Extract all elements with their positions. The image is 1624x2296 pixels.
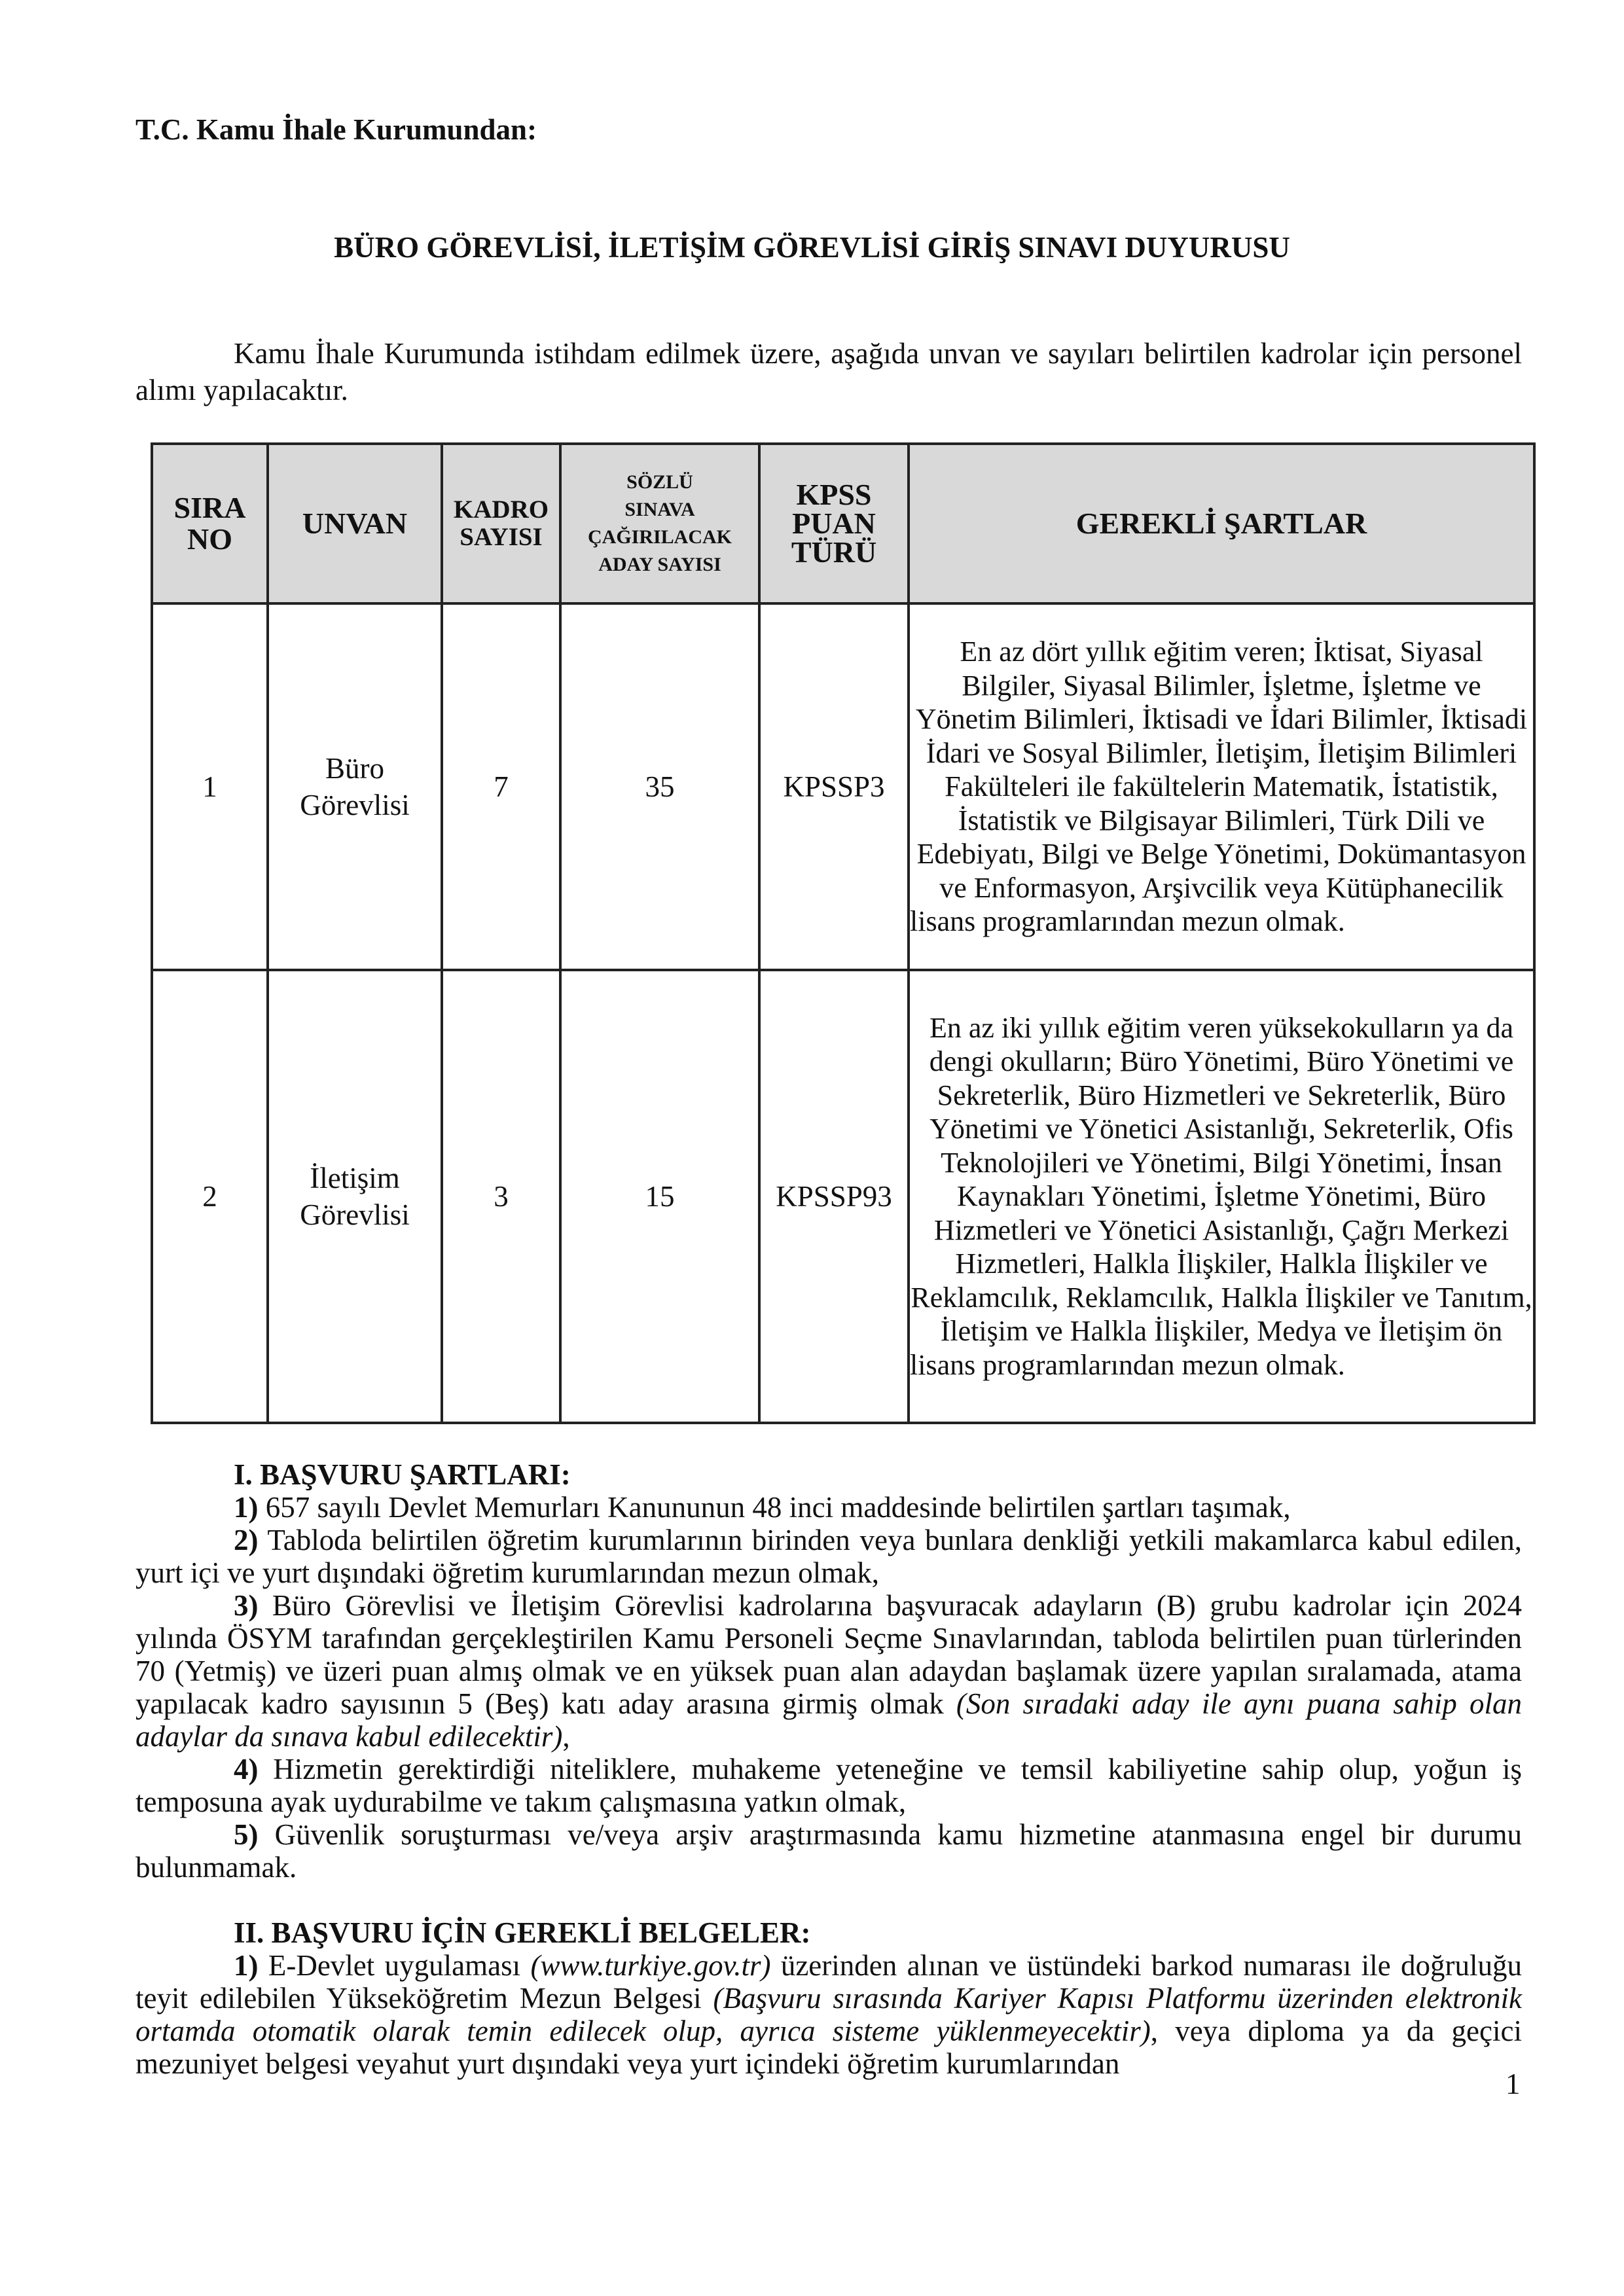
item-italic-url: (www.turkiye.gov.tr) <box>530 1949 771 1982</box>
body-text <box>135 1458 1522 2080</box>
col-header-sozlu-line4: ADAY SAYISI <box>598 554 721 575</box>
col-header-kadro-line1: KADRO <box>453 495 549 524</box>
announcement-title: BÜRO GÖREVLİSİ, İLETİŞİM GÖREVLİSİ GİRİŞ SINAVI DUYURUSU <box>334 231 1290 264</box>
item-italic-note: (Son sıradaki aday ile aynı puana sahip olan adaylar da sınava kabul edilecektir) <box>135 1687 1522 1753</box>
col-header-sartlar-text: GEREKLİ ŞARTLAR <box>1075 507 1367 540</box>
item-text: 657 sayılı Devlet Memurları Kanununun 48 inci maddesinde belirtilen şartları taşımak, <box>258 1491 1291 1524</box>
intro-paragraph: Kamu İhale Kurumunda istihdam edilmek üzere, aşağıda unvan ve sayıları belirtilen kadrolar için personel alımı yapılacaktır. <box>135 337 1522 406</box>
list-item <box>135 1753 1522 1818</box>
table-header-row <box>152 444 1534 603</box>
cell-gerekli-sartlar: En az dört yıllık eğitim veren; İktisat, Siyasal Bilgiler, Siyasal Bilimler, İşletme, İşletme ve Yönetim Bilimleri, İktisadi ve İdari Bilimler, İktisadi İdari ve Sosyal Bilimler, İletişim, İletişim Bilimleri Fakülteleri ile fakültelerin Matematik, İstatistik, İstatistik ve Bilgisayar Bilimleri, Türk Dili ve Edebiyatı, Bilgi ve Belge Yönetimi, Dokümantasyon ve Enformasyon, Arşivcilik veya Kütüphanecilik lisans programlarından mezun olmak. <box>909 603 1534 970</box>
cell-kpss-puan-turu: KPSSP3 <box>759 603 909 970</box>
item-text: Güvenlik soruşturması ve/veya arşiv araştırmasında kamu hizmetine atanmasına engel bir durumu bulunmamak. <box>135 1818 1522 1884</box>
section-heading-basvuru-sartlari: I. BAŞVURU ŞARTLARI: <box>234 1458 571 1491</box>
col-header-unvan-text: UNVAN <box>302 507 408 540</box>
col-header-kadro-line2: SAYISI <box>460 523 543 551</box>
cell-aday-sayisi: 35 <box>560 603 759 970</box>
list-item <box>135 1524 1522 1589</box>
col-header-sozlu-line2: SINAVA <box>624 499 695 520</box>
item-number: 5) <box>234 1818 259 1851</box>
cell-sira-no: 1 <box>152 603 268 970</box>
item-text: Tabloda belirtilen öğretim kurumlarının birinden veya bunlara denkliği yetkili makamlarca kabul edilen, yurt içi ve yurt dışındaki öğretim kurumlarından mezun olmak, <box>135 1524 1522 1589</box>
section-spacer <box>135 1884 1522 1916</box>
cell-unvan-line2: Görevlisi <box>300 789 410 821</box>
item-number: 2) <box>234 1524 259 1556</box>
cell-kadro-sayisi: 7 <box>442 603 560 970</box>
item-number: 1) <box>234 1491 259 1524</box>
list-item <box>135 1818 1522 1884</box>
positions-table <box>151 442 1536 1424</box>
item-text: E-Devlet uygulaması <box>258 1949 531 1982</box>
col-header-kpss-line3: TÜRÜ <box>791 535 877 569</box>
table-row <box>152 603 1534 970</box>
cell-unvan <box>268 970 442 1423</box>
item-text: Büro Görevlisi ve İletişim Görevlisi kadrolarına başvuracak adayların (B) grubu kadrolar için 2024 yılında ÖSYM tarafından gerçekleştirilen Kamu Personeli Seçme Sınavlarından, tabloda belirtilen puan türlerinden 70 (Yetmiş) ve üzeri puan almış olmak ve en yüksek puan alan adaydan başlamak üzere yapılan sıralamada, atama yapılacak kadro sayısının 5 (Beş) katı aday arasına girmiş olmak <box>135 1589 1522 1720</box>
col-header-sozlu-line1: SÖZLÜ <box>626 471 693 493</box>
item-italic-note: (Başvuru sırasında Kariyer Kapısı Platformu üzerinden elektronik ortamda otomatik olarak temin edilecek olup, ayrıca sisteme yüklenmeyecektir) <box>135 1982 1522 2047</box>
col-header-unvan <box>268 444 442 603</box>
page-number: 1 <box>1506 2068 1521 2100</box>
item-number: 1) <box>234 1949 259 1982</box>
item-text: Hizmetin gerektirdiği niteliklere, muhakeme yeteneğine ve temsil kabiliyetine sahip olup, yoğun iş temposuna ayak uydurabilme ve takım çalışmasına yatkın olmak, <box>135 1753 1522 1818</box>
col-header-kpss-line1: KPSS <box>796 478 872 511</box>
col-header-gerekli-sartlar <box>909 444 1534 603</box>
list-item <box>135 1949 1522 2080</box>
table-row <box>152 970 1534 1423</box>
cell-aday-sayisi: 15 <box>560 970 759 1423</box>
col-header-sozlu-sinav <box>560 444 759 603</box>
list-item <box>135 1589 1522 1753</box>
col-header-kpss-puan-turu <box>759 444 909 603</box>
item-text: , veya diploma ya da geçici mezuniyet belgesi veyahut yurt dışındaki veya yurt içindeki öğretim kurumlarından <box>135 2015 1522 2080</box>
col-header-sozlu-line3: ÇAĞIRILACAK <box>587 526 732 548</box>
cell-kadro-sayisi: 3 <box>442 970 560 1423</box>
issuer-heading: T.C. Kamu İhale Kurumundan: <box>135 113 537 146</box>
cell-sira-no: 2 <box>152 970 268 1423</box>
cell-kpss-puan-turu: KPSSP93 <box>759 970 909 1423</box>
item-text-end: , <box>562 1720 570 1753</box>
list-item <box>135 1491 1522 1524</box>
item-number: 4) <box>234 1753 259 1785</box>
item-text: üzerinden alınan ve üstündeki barkod numarası ile doğruluğu teyit edilebilen Yükseköğretim Mezun Belgesi <box>135 1949 1522 2015</box>
col-header-sira-line1: SIRA <box>173 491 246 524</box>
col-header-kadro-sayisi <box>442 444 560 603</box>
col-header-sira-line2: NO <box>187 522 232 556</box>
section-heading-gerekli-belgeler: II. BAŞVURU İÇİN GEREKLİ BELGELER: <box>234 1916 811 1949</box>
col-header-kpss-line2: PUAN <box>792 507 876 540</box>
cell-unvan-line1: Büro <box>325 752 384 785</box>
item-number: 3) <box>234 1589 259 1622</box>
cell-unvan-line1: İletişim <box>310 1162 400 1194</box>
cell-gerekli-sartlar: En az iki yıllık eğitim veren yüksekokulların ya da dengi okulların; Büro Yönetimi, Büro Yönetimi ve Sekreterlik, Büro Hizmetleri ve Sekreterlik, Büro Yönetimi ve Yönetici Asistanlığı, Sekreterlik, Ofis Teknolojileri ve Yönetimi, Bilgi Yönetimi, İnsan Kaynakları Yönetimi, İşletme Yönetimi, Büro Hizmetleri ve Yönetici Asistanlığı, Çağrı Merkezi Hizmetleri, Halkla İlişkiler, Halkla İlişkiler ve Reklamcılık, Reklamcılık, Halkla İlişkiler ve Tanıtım, İletişim ve Halkla İlişkiler, Medya ve İletişim ön lisans programlarından mezun olmak. <box>909 970 1534 1423</box>
cell-unvan-line2: Görevlisi <box>300 1198 410 1231</box>
cell-unvan <box>268 603 442 970</box>
col-header-sira-no <box>152 444 268 603</box>
